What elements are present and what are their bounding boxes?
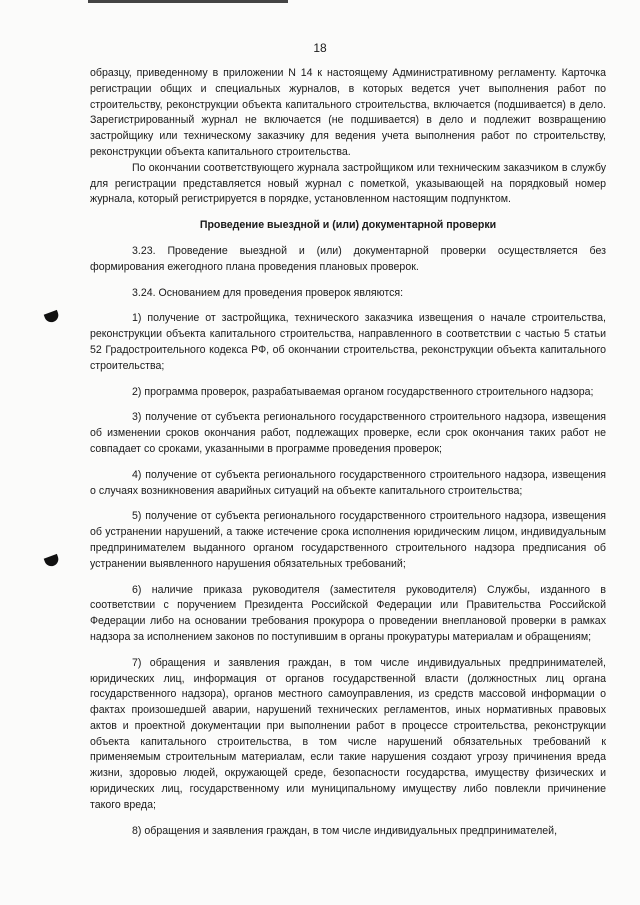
paragraph: 3.24. Основанием для проведения проверок являются:	[132, 286, 404, 299]
top-rule	[88, 0, 288, 3]
punch-hole-mark	[44, 310, 61, 324]
paragraph: 3.23. Проведение выездной и (или) документарной проверки осуществляется без формирования ежегодного плана проведения плановых проверок.	[90, 244, 606, 273]
paragraph: По окончании соответствующего журнала застройщиком или техническим заказчиком в службу для регистрации представляется новый журнал с пометкой, указывающей на порядковый номер журнала, который регистрируется в порядке, установленном настоящим подпунктом.	[90, 161, 606, 206]
list-item: 5) получение от субъекта регионального государственного строительного надзора, извещения об устранении нарушений, а также истечение срока исполнения юридическим лицом, индивидуальным предпринимателем выданного органом государственного строительного надзора предписания об устранении выявленного нарушения обязательных требований;	[90, 510, 606, 570]
page-number: 18	[313, 41, 327, 55]
section-heading: Проведение выездной и (или) документарной проверки	[199, 219, 497, 232]
document-body	[90, 66, 606, 839]
list-item: 3) получение от субъекта регионального государственного строительного надзора, извещения об изменении сроков окончания работ, подлежащих проверке, если срок окончания таких работ не совпадает со сроками, указанными в программе проведения проверок;	[90, 411, 606, 455]
list-item: 6) наличие приказа руководителя (заместителя руководителя) Службы, изданного в соответствии с поручением Президента Российской Федерации или Правительства Российской Федерации либо на основании требования прокурора о проведении внеплановой проверки в рамках надзора за исполнением законов по поступившим в органы прокуратуры материалам и обращениям;	[90, 583, 606, 643]
list-item: 1) получение от застройщика, технического заказчика извещения о начале строительства, реконструкции объекта капитального строительства, направленного в соответствии с частью 5 статьи 52 Градостроительного кодекса РФ, об окончании строительства, реконструкции объекта капитального строительства;	[90, 312, 606, 372]
list-item: 8) обращения и заявления граждан, в том числе индивидуальных предпринимателей,	[132, 824, 558, 837]
list-item: 4) получение от субъекта регионального государственного строительного надзора, извещения о случаях возникновения аварийных ситуаций на объекте капитального строительства;	[90, 468, 606, 497]
list-item: 2) программа проверок, разрабатываемая органом государственного строительного надзора;	[132, 385, 594, 398]
list-item: 7) обращения и заявления граждан, в том числе индивидуальных предпринимателей, юридических лиц, информация от органов государственной власти (должностных лиц органа государственного надзора), органов местного самоуправления, из средств массовой информации о фактах произошедшей аварии, нарушений технических регламентов, иных нормативных правовых актов и проектной документации при выполнении работ в процессе строительства, реконструкции объекта капитального строительства, в том числе нарушений обязательных требований к применяемым строительным материалам, если такие нарушения создают угрозу причинения вреда жизни, здоровью людей, окружающей среде, безопасности государства, имуществу физических и юридических лиц, государственному или муниципальному имуществу либо повлекли причинение такого вреда;	[90, 656, 606, 811]
punch-hole-mark	[44, 554, 61, 568]
paragraph: образцу, приведенному в приложении N 14 к настоящему Административному регламенту. Карточка регистрации общих и специальных журналов, в которых ведется учет выполнения работ по строительству, реконструкции объекта капитального строительства, включается (подшивается) в дело. Зарегистрированный журнал не включается (не подшивается) в дело и подлежит возвращению застройщику или техническому заказчику для ведения учета выполнения работ по строительству, реконструкции объекта капитального строительства.	[90, 67, 606, 158]
